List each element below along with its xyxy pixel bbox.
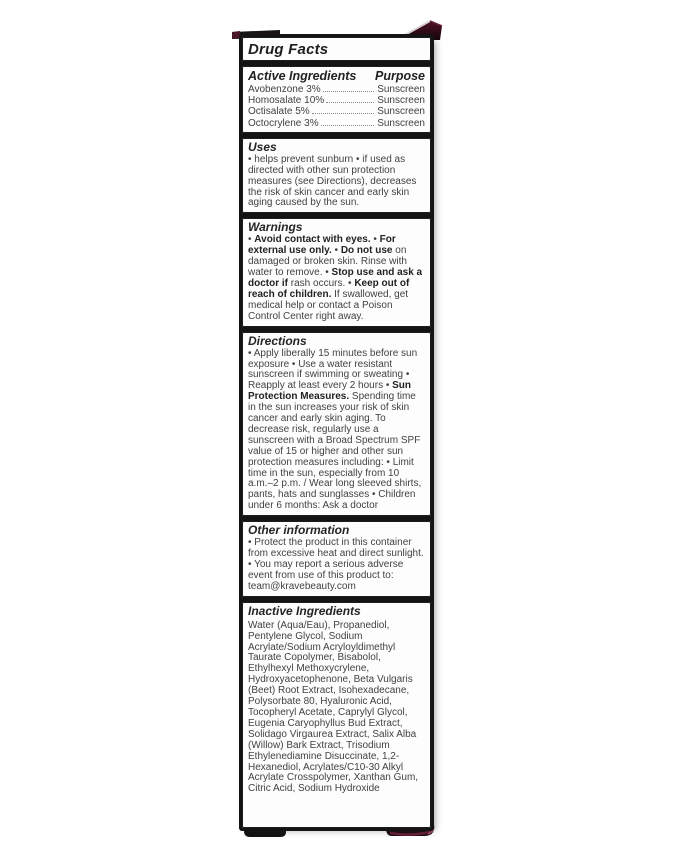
- section-body-other-information: • Protect the product in this container from excessive heat and direct sunlight. • You may report a serious adverse event from use of this product to: team@kravebeauty.com: [248, 537, 424, 592]
- ingredient-purpose: Sunscreen: [377, 117, 425, 129]
- active-ingredients-box: [242, 66, 431, 133]
- drug-facts-title: Drug Facts: [248, 41, 329, 58]
- section-heading-warnings: Warnings: [248, 220, 303, 235]
- section-heading-inactive-ingredients: Inactive Ingredients: [248, 603, 361, 618]
- ingredient-name: Homosalate 10%: [248, 95, 325, 107]
- ingredient-name: Octocrylene 3%: [248, 117, 319, 129]
- dotted-leader: [326, 102, 374, 103]
- section-warnings: [242, 218, 431, 326]
- ingredient-name: Avobenzone 3%: [248, 84, 321, 95]
- drug-facts-title-box: [242, 37, 431, 61]
- section-directions: [242, 332, 431, 517]
- section-body-directions: • Apply liberally 15 minutes before sun exposure • Use a water resistant sunscreen if swimming or sweating • Reapply at least every 2 hours • Sun Protection Measures. Spending time in the sun increases your risk of skin cancer and early skin aging. To decrease risk, regularly use a sunscreen with a Broad Spectrum SPF value of 15 or higher and other sun protection measures including: • Limit time in the sun, especially from 10 a.m.–2 p.m. / Wear long sleeved shirts, pants, hats and sunglasses • Children under 6 months: Ask a doctor: [248, 347, 422, 512]
- sections: [242, 138, 431, 828]
- active-ingredients-rows: [248, 84, 425, 129]
- active-ingredient-row: [248, 118, 425, 129]
- section-body-warnings: • Avoid contact with eyes. • For external use only. • Do not use on damaged or broken skin. Rinse with water to remove. • Stop use and ask a doctor if rash occurs. • Keep out of reach of children. If swallowed, get medical help or contact a Poison Control Center right away.: [248, 234, 423, 322]
- active-ingredient-row: [248, 84, 425, 95]
- ingredient-purpose: Sunscreen: [377, 95, 425, 107]
- dotted-leader: [323, 91, 375, 92]
- active-ingredients-heading: Active Ingredients: [248, 69, 357, 83]
- section-uses: [242, 138, 431, 214]
- drug-facts-panel: [239, 34, 434, 831]
- active-ingredients-header: [248, 69, 425, 83]
- dotted-leader: [321, 125, 375, 126]
- section-body-inactive-ingredients: Water (Aqua/Eau), Propanediol, Pentylene Glycol, Sodium Acrylate/Sodium Acryloyldimethyl Taurate Copolymer, Bisabolol, Ethylhexyl Methoxycrylene, Hydroxyacetophenone, Beta Vulgaris (Beet) Root Extract, Isohexadecane, Polysorbate 80, Hyaluronic Acid, Tocopheryl Acetate, Caprylyl Glycol, Eugenia Caryophyllus Bud Extract, Solidago Virgaurea Extract, Salix Alba (Willow) Bark Extract, Trisodium Ethylenediamine Disuccinate, 1,2-Hexanediol, Acrylates/C10-30 Alkyl Acrylate Crosspolymer, Xanthan Gum, Citric Acid, Sodium Hydroxide: [248, 619, 419, 795]
- ingredient-name: Octisalate 5%: [248, 106, 310, 118]
- section-heading-directions: Directions: [248, 333, 307, 348]
- section-heading-other-information: Other information: [248, 523, 350, 538]
- section-inactive-ingredients: [242, 602, 431, 828]
- section-other-information: [242, 521, 431, 597]
- purpose-heading: Purpose: [374, 69, 425, 83]
- section-body-uses: • helps prevent sunburn • if used as directed with other sun protection measures (see Directions), decreases the risk of skin cancer and early skin aging caused by the sun.: [248, 153, 417, 209]
- active-ingredient-row: [248, 95, 425, 106]
- dotted-leader: [312, 113, 374, 114]
- ingredient-purpose: Sunscreen: [377, 106, 425, 118]
- ingredient-purpose: Sunscreen: [377, 84, 425, 95]
- section-heading-uses: Uses: [248, 139, 277, 154]
- active-ingredient-row: [248, 106, 425, 117]
